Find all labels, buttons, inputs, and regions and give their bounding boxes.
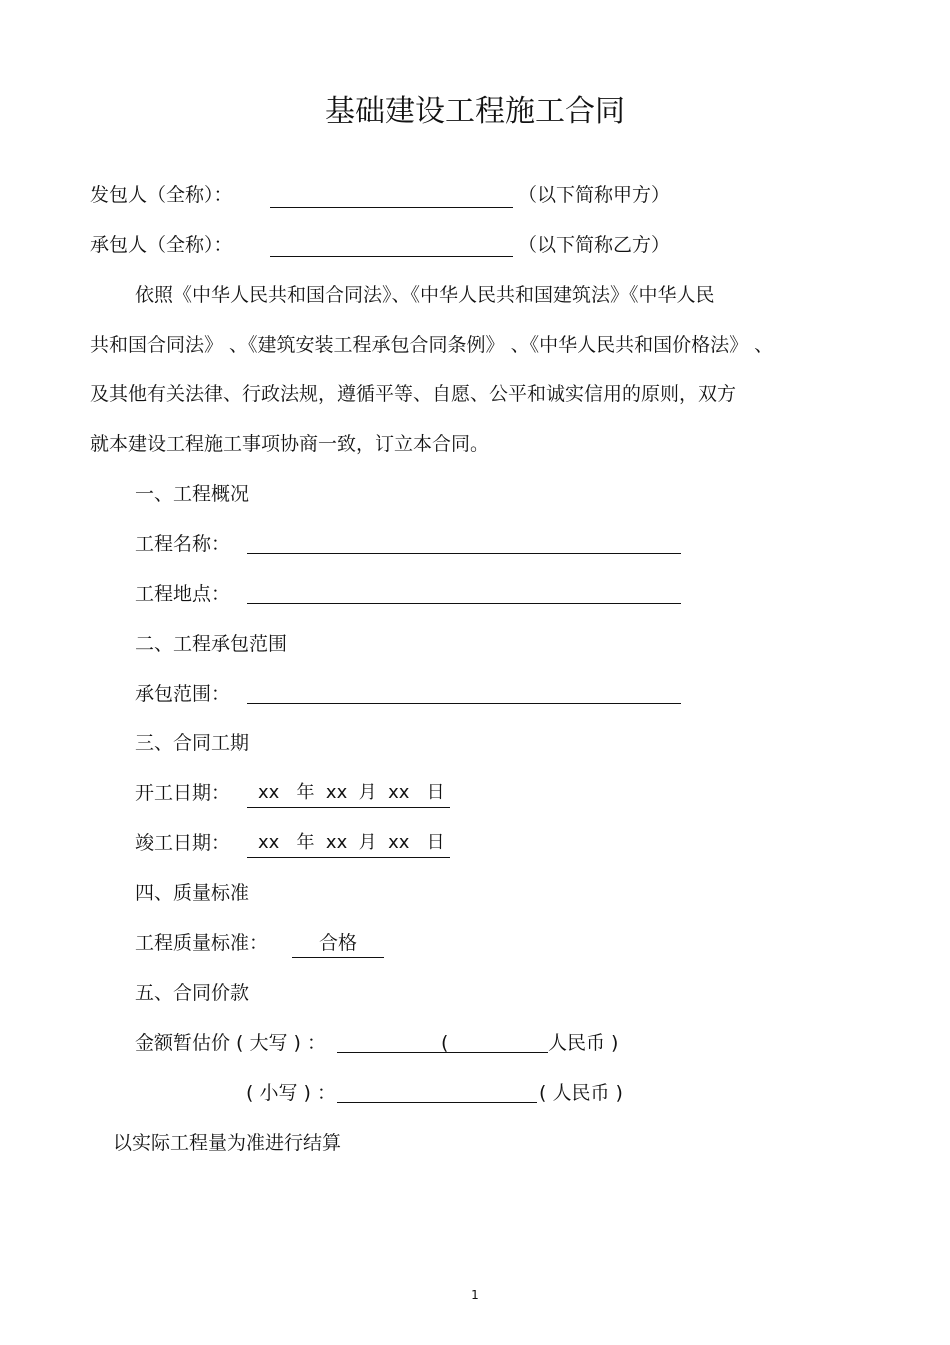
- quality-value[interactable]: 合格: [292, 929, 384, 958]
- amount-open-paren: (: [441, 1032, 449, 1054]
- preamble-line-4: 就本建设工程施工事项协商一致，订立本合同。: [90, 433, 490, 455]
- quality-label: 工程质量标准：: [135, 932, 269, 954]
- amount-lowercase-blank[interactable]: [337, 1102, 537, 1103]
- preamble-line-3: 及其他有关法律、行政法规，遵循平等、自愿、公平和诚实信用的原则，双方: [90, 383, 737, 405]
- project-name-label: 工程名称：: [135, 533, 231, 555]
- scope-label: 承包范围：: [135, 683, 231, 705]
- project-location-blank[interactable]: [247, 603, 681, 604]
- end-date-value[interactable]: xx 年 xx 月 xx 日: [247, 829, 450, 858]
- settlement-note: 以实际工程量为准进行结算: [113, 1132, 342, 1154]
- section-5-heading: 五、合同价款: [135, 982, 250, 1004]
- preamble-line-2: 共和国合同法》 、《建筑安装工程承包合同条例》 、《中华人民共和国价格法》 、: [90, 334, 774, 356]
- amount-currency-2: ( 人民币 ): [539, 1082, 623, 1104]
- section-4-heading: 四、质量标准: [135, 882, 250, 904]
- start-date-value[interactable]: xx 年 xx 月 xx 日: [247, 779, 450, 808]
- document-title: 基础建设工程施工合同: [325, 94, 625, 129]
- project-name-blank[interactable]: [247, 553, 681, 554]
- amount-lowercase-label: ( 小写 ) ：: [246, 1082, 336, 1104]
- project-location-label: 工程地点：: [135, 583, 231, 605]
- employer-name-blank[interactable]: [270, 207, 513, 208]
- employer-label: 发包人（全称）：: [90, 184, 233, 206]
- end-date-label: 竣工日期：: [135, 832, 231, 854]
- section-1-heading: 一、工程概况: [135, 483, 250, 505]
- employer-suffix: （以下简称甲方）: [518, 184, 671, 206]
- preamble-line-1: 依照《中华人民共和国合同法》、《中华人民共和国建筑法》《中华人民: [135, 284, 715, 306]
- scope-blank[interactable]: [247, 703, 681, 704]
- contractor-suffix: （以下简称乙方）: [518, 234, 671, 256]
- contractor-name-blank[interactable]: [270, 256, 513, 257]
- section-3-heading: 三、合同工期: [135, 732, 250, 754]
- start-date-label: 开工日期：: [135, 782, 231, 804]
- amount-currency-1: 人民币 ): [548, 1032, 619, 1054]
- section-2-heading: 二、工程承包范围: [135, 633, 288, 655]
- page-number: 1: [471, 1288, 479, 1302]
- contractor-label: 承包人（全称）：: [90, 234, 233, 256]
- amount-uppercase-label: 金额暂估价 ( 大写 ) ：: [135, 1032, 326, 1054]
